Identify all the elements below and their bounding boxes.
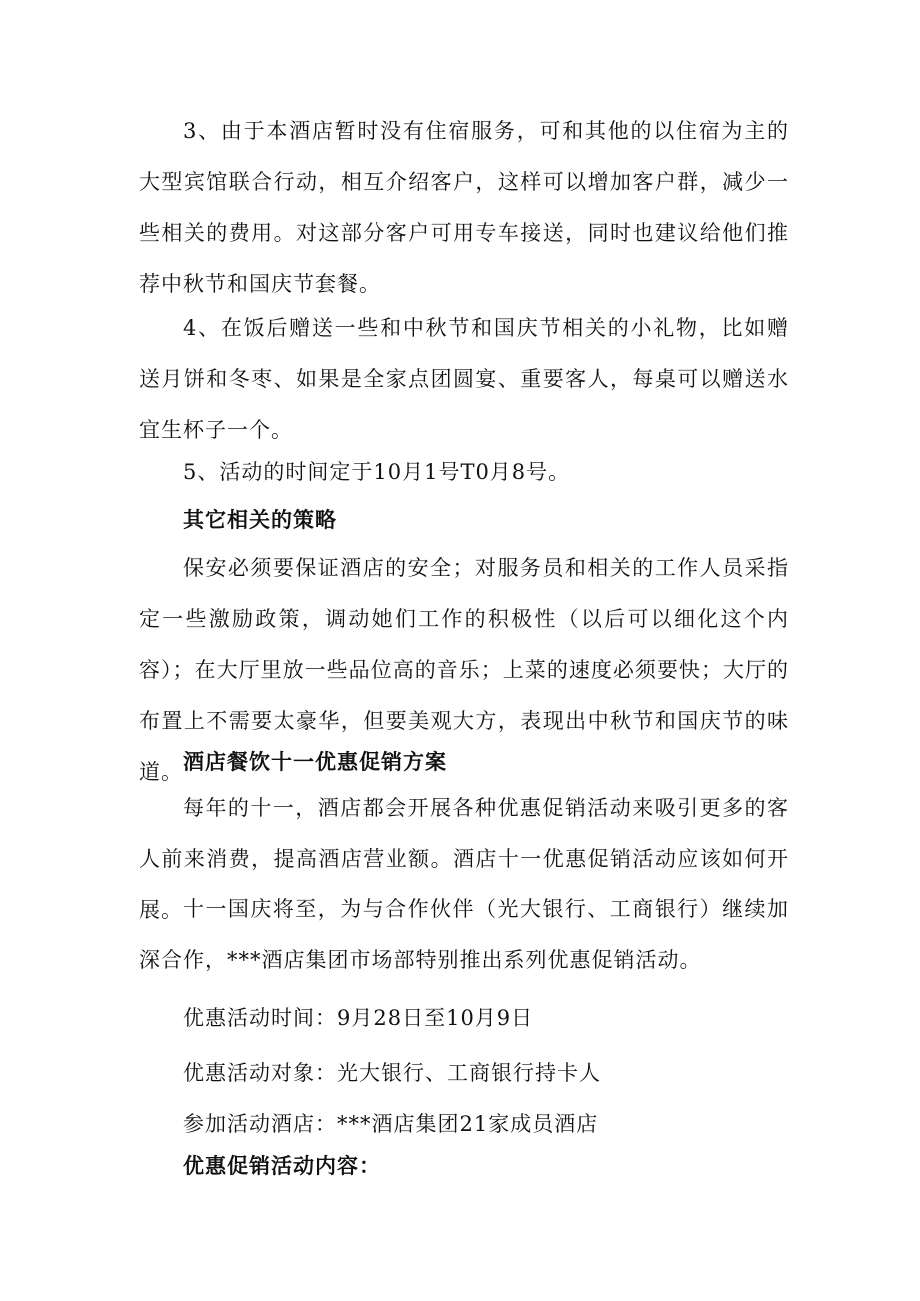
paragraph-hotel-partnership: 3、由于本酒店暂时没有住宿服务，可和其他的以住宿为主的大型宾馆联合行动，相互介绍客户，这样可以增加客户群，减少一些相关的费用。对这部分客户可用专车接送，同时也建议给他们推荐中秋节和国庆节套餐。: [139, 119, 789, 296]
paragraph-participating-hotels: 参加活动酒店：***酒店集团21家成员酒店: [183, 1112, 599, 1136]
paragraph-gifts: 4、在饭后赠送一些和中秋节和国庆节相关的小礼物，比如赠送月饼和冬枣、如果是全家点团圆宴、重要客人，每桌可以赠送水宜生杯子一个。: [139, 316, 789, 442]
paragraph-promotion-target: 优惠活动对象：光大银行、工商银行持卡人: [183, 1061, 601, 1085]
heading-other-strategies: 其它相关的策略: [183, 508, 337, 532]
paragraph-activity-time: 5、活动的时间定于10月1号T0月8号。: [183, 460, 571, 484]
paragraph-promotion-period: 优惠活动时间：9月28日至10月9日: [183, 1006, 534, 1030]
paragraph-partner-banks: 十一国庆将至，为与合作伙伴（光大银行、工商银行）继续加深合作，***酒店集团市场部特别推出系列优惠促销活动。: [139, 897, 789, 972]
heading-promotion-content: 优惠促销活动内容：: [183, 1154, 381, 1178]
heading-promotion-plan: 酒店餐饮十一优惠促销方案: [183, 750, 447, 774]
paragraph-promotion-intro: 每年的十一，酒店都会开展各种优惠促销活动来吸引更多的客人前来消费，提高酒店营业额。酒店十一优惠促销活动应该如何开展。: [139, 796, 789, 922]
paragraph-security-strategy: 保安必须要保证酒店的安全；对服务员和相关的工作人员采指定一些激励政策，调动她们工作的积极性（以后可以细化这个内容）；在大厅里放一些品位高的音乐；上菜的速度必须要快；大厅的布置上不需要太豪华，但要美观大方，表现出中秋节和国庆节的味道。: [139, 556, 789, 784]
